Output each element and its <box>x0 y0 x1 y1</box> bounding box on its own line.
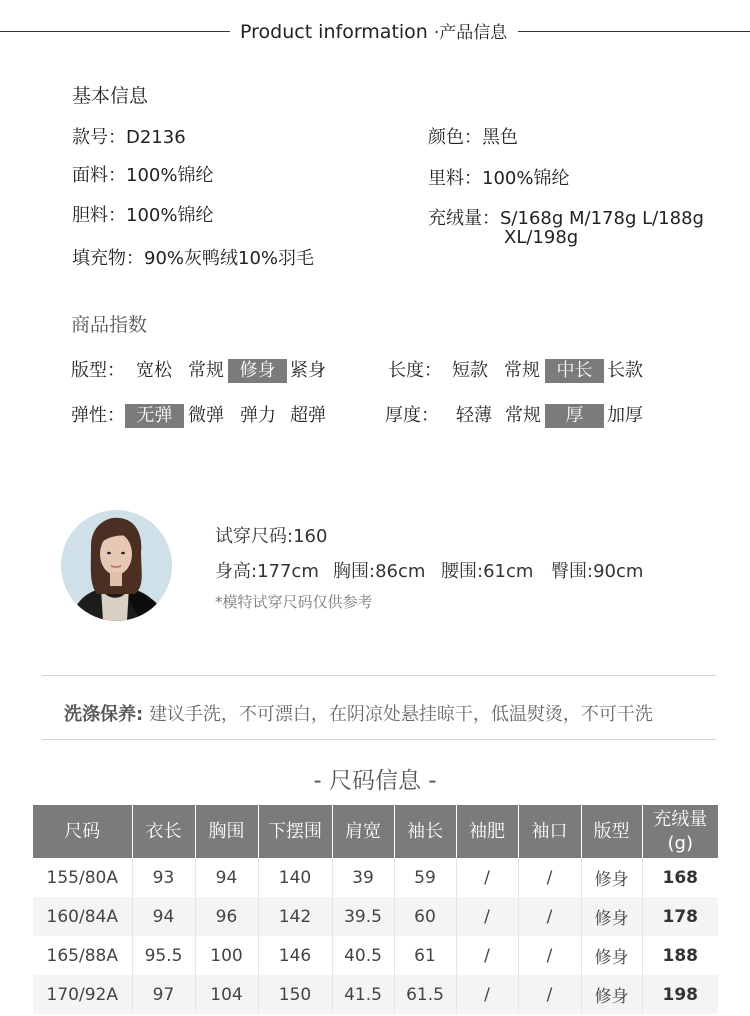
cell-sleeve-length: 61 <box>394 936 456 975</box>
model-waist: 腰围:61cm <box>441 561 534 582</box>
model-hip: 臀围:90cm <box>551 561 644 582</box>
cell-fit: 修身 <box>581 936 642 975</box>
fabric-info: 面料：100%锦纶 <box>72 165 214 186</box>
cell-sleeve-width: / <box>456 897 518 936</box>
cell-sleeve-width: / <box>456 858 518 897</box>
col-header-cuff: 袖口 <box>518 805 581 858</box>
fill-amount-info: 充绒量：S/168g M/178g L/188g <box>428 208 704 229</box>
col-header-sleeve-width: 袖肥 <box>456 805 518 858</box>
elastic-option-slight: 微弹 <box>188 405 224 426</box>
cell-fill-amount: 188 <box>662 945 698 966</box>
model-avatar <box>61 510 172 621</box>
cell-shoulder: 39 <box>332 858 394 897</box>
model-note: *模特试穿尺码仅供参考 <box>215 593 373 611</box>
col-header-bust: 胸围 <box>195 805 258 858</box>
cell-fill-amount: 198 <box>642 975 718 1014</box>
cell-bust: 96 <box>195 897 258 936</box>
model-height: 身高:177cm <box>215 561 319 582</box>
col-header-fill-amount-unit: (g) <box>667 832 693 854</box>
col-header-hem: 下摆围 <box>258 805 332 858</box>
length-option-mid-selected: 中长 <box>545 359 604 383</box>
thickness-option-thick-selected: 厚 <box>545 404 604 428</box>
cell-fill-amount: 178 <box>642 897 718 936</box>
thickness-option-regular: 常规 <box>505 405 541 426</box>
cell-length: 94 <box>132 897 195 936</box>
cell-hem: 146 <box>258 936 332 975</box>
cell-size: 160/84A <box>33 897 132 936</box>
cell-cuff: / <box>518 858 581 897</box>
inner-info: 胆料：100%锦纶 <box>72 205 214 226</box>
basic-info-title: 基本信息 <box>72 85 149 107</box>
cell-bust: 100 <box>195 936 258 975</box>
cell-fit: 修身 <box>581 975 642 1014</box>
size-table-header-row <box>33 805 718 858</box>
cell-sleeve-width: / <box>456 936 518 975</box>
header-title <box>240 18 507 43</box>
col-header-size: 尺码 <box>33 805 132 858</box>
cell-fill-amount: 168 <box>662 867 698 888</box>
length-label: 长度： <box>388 360 442 381</box>
elastic-option-super: 超弹 <box>290 405 326 426</box>
section-header <box>0 0 750 60</box>
table-row <box>33 858 718 897</box>
fit-option-tight: 紧身 <box>290 360 326 381</box>
model-trial-size: 试穿尺码:160 <box>215 526 328 547</box>
table-row <box>33 975 718 1014</box>
size-info-title: - 尺码信息 - <box>313 768 437 794</box>
length-option-regular: 常规 <box>504 360 540 381</box>
cell-shoulder: 39.5 <box>332 897 394 936</box>
model-portrait-image <box>61 510 172 621</box>
model-bust: 胸围:86cm <box>333 561 426 582</box>
index-row-elastic-thickness <box>0 404 750 428</box>
style-number: 款号：D2136 <box>72 127 186 148</box>
col-header-fill-amount <box>642 805 718 858</box>
cell-length: 95.5 <box>132 936 195 975</box>
care-instructions <box>64 700 653 726</box>
divider-bottom <box>42 739 716 740</box>
cell-cuff: / <box>518 936 581 975</box>
header-title-cn: ·产品信息 <box>433 23 508 43</box>
cell-shoulder: 40.5 <box>332 936 394 975</box>
index-row-fit-length <box>0 359 750 383</box>
col-header-shoulder: 肩宽 <box>332 805 394 858</box>
size-table <box>33 805 718 1014</box>
col-header-fit: 版型 <box>581 805 642 858</box>
cell-bust: 104 <box>195 975 258 1014</box>
cell-length: 93 <box>132 858 195 897</box>
cell-size: 155/80A <box>33 858 132 897</box>
divider-line-left <box>0 31 230 32</box>
cell-bust: 94 <box>195 858 258 897</box>
fit-option-loose: 宽松 <box>136 360 172 381</box>
cell-sleeve-length: 59 <box>394 858 456 897</box>
header-title-en: Product information <box>240 21 428 43</box>
fit-option-regular: 常规 <box>188 360 224 381</box>
table-row <box>33 897 718 936</box>
cell-sleeve-length: 60 <box>394 897 456 936</box>
col-header-fill-amount-main: 充绒量 <box>653 808 708 830</box>
length-option-long: 长款 <box>607 360 643 381</box>
cell-hem: 142 <box>258 897 332 936</box>
product-index-title: 商品指数 <box>71 314 148 336</box>
elastic-label: 弹性： <box>71 405 125 426</box>
lining-info: 里料：100%锦纶 <box>428 168 570 189</box>
cell-fit: 修身 <box>581 897 642 936</box>
fill-amount-info-cont: XL/198g <box>504 227 579 248</box>
elastic-option-none-selected: 无弹 <box>125 404 184 428</box>
col-header-sleeve-length: 袖长 <box>394 805 456 858</box>
divider-line-right <box>518 31 750 32</box>
cell-hem: 140 <box>258 858 332 897</box>
filling-info: 填充物：90%灰鸭绒10%羽毛 <box>72 248 315 269</box>
col-header-length: 衣长 <box>132 805 195 858</box>
thickness-option-extra-thick: 加厚 <box>607 405 643 426</box>
thickness-option-thin: 轻薄 <box>456 405 492 426</box>
cell-size: 165/88A <box>33 936 132 975</box>
thickness-label: 厚度： <box>385 405 439 426</box>
care-text: 建议手洗，不可漂白，在阴凉处悬挂晾干，低温熨烫，不可干洗 <box>148 704 653 725</box>
cell-fit: 修身 <box>581 858 642 897</box>
cell-hem: 150 <box>258 975 332 1014</box>
cell-size: 170/92A <box>33 975 132 1014</box>
fit-label: 版型： <box>71 360 125 381</box>
cell-sleeve-length: 61.5 <box>394 975 456 1014</box>
cell-cuff: / <box>518 897 581 936</box>
cell-shoulder: 41.5 <box>332 975 394 1014</box>
length-option-short: 短款 <box>452 360 488 381</box>
cell-length: 97 <box>132 975 195 1014</box>
care-label: 洗涤保养: <box>64 704 144 725</box>
fit-option-slim-selected: 修身 <box>228 359 287 383</box>
cell-sleeve-width: / <box>456 975 518 1014</box>
table-row <box>33 936 718 975</box>
size-table-body <box>33 858 718 1014</box>
divider-top <box>42 675 716 676</box>
color-info: 颜色：黑色 <box>428 127 518 148</box>
cell-cuff: / <box>518 975 581 1014</box>
elastic-option-stretch: 弹力 <box>240 405 276 426</box>
